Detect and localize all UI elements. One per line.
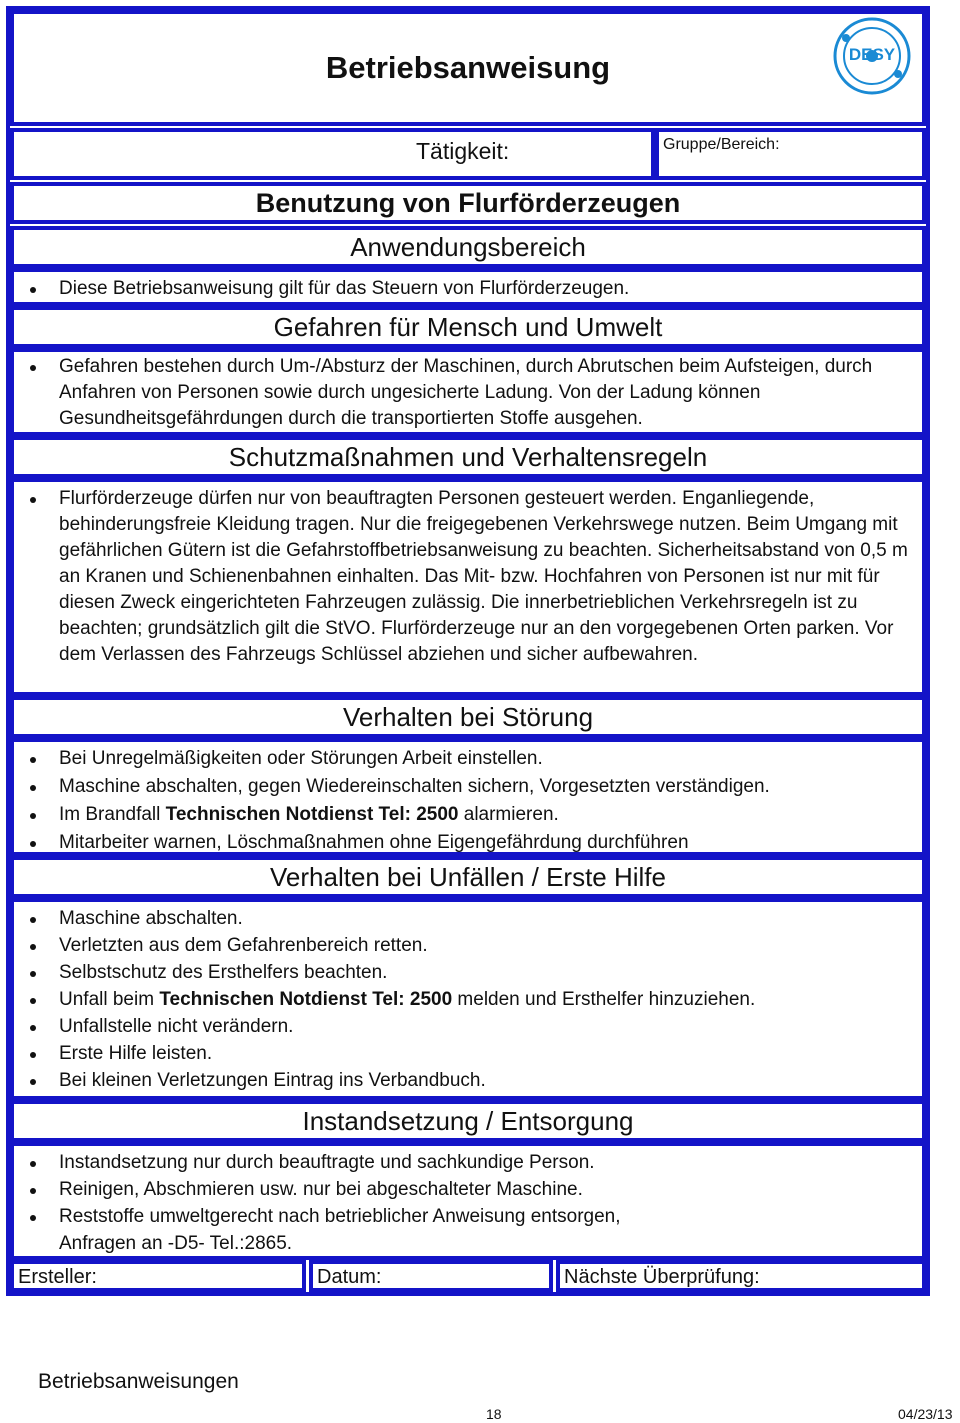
item-text: Instandsetzung nur durch beauftragte und sachkundige Person.	[59, 1152, 595, 1173]
title-box	[10, 10, 926, 126]
desy-logo	[832, 16, 912, 96]
item-text: Maschine abschalten, gegen Wiedereinschalten sichern, Vorgesetzten verständigen.	[59, 776, 770, 797]
list-item	[14, 276, 922, 302]
list-item	[14, 1177, 922, 1204]
item-text: Bei Unregelmäßigkeiten oder Störungen Arbeit einstellen.	[59, 748, 543, 769]
item-text: Unfall beim Technischen Notdienst Tel: 2500 melden und Ersthelfer hinzuziehen.	[59, 989, 756, 1010]
item-text: Bei kleinen Verletzungen Eintrag ins Verbandbuch.	[59, 1070, 486, 1091]
logo-text: DESY	[848, 45, 896, 64]
section-body-instand	[10, 1142, 926, 1260]
bullet	[14, 906, 59, 932]
taetigkeit-box	[10, 128, 655, 180]
list-item	[14, 1150, 922, 1177]
ersteller-box	[10, 1260, 306, 1292]
item-text: Unfallstelle nicht verändern.	[59, 1016, 294, 1037]
ersteller-label: Ersteller:	[18, 1266, 97, 1288]
gruppe-box	[655, 128, 926, 180]
naechste-box	[556, 1260, 926, 1292]
list-item	[14, 1204, 922, 1231]
list-item	[14, 1041, 922, 1068]
section-heading: Verhalten bei Unfällen / Erste Hilfe	[270, 861, 666, 892]
item-text: Flurförderzeuge dürfen nur von beauftragten Personen gesteuert werden. Enganliegende, behinderungsfreie Kleidung tragen. Nur die freigegebenen Verkehrswege nutzen. Beim Umgang mit gefährlichen Gütern ist die Gefahrstoffbetriebsanweisung zu beachten. Sicherheitsabstand von 0,5 m an Kranen und Schienenbahnen einhalten. Das Mit- bzw. Hochfahren von Personen ist nur mit für diesen Zweck eingerichteten Fahrzeugen zulässig. Die innerbetrieblichen Verkehrsregeln ist zu beachten; grundsätzlich gilt die StVO. Flurförderzeuge nur an den vorgegebenen Orten parken. Vor dem Verlassen des Fahrzeugs Schlüssel abziehen und sicher aufbewahren.	[59, 488, 908, 665]
bullet	[14, 1177, 59, 1203]
item-text: Verletzten aus dem Gefahrenbereich retten.	[59, 935, 428, 956]
bullet	[14, 486, 59, 512]
subject-box	[10, 182, 926, 224]
list-item-continued	[14, 1231, 922, 1258]
section-heading: Schutzmaßnahmen und Verhaltensregeln	[228, 441, 708, 472]
section-header-unfall	[10, 856, 926, 898]
list-item	[14, 746, 922, 774]
datum-box	[309, 1260, 553, 1292]
bullet	[14, 276, 59, 302]
section-heading: Instandsetzung / Entsorgung	[302, 1105, 634, 1136]
bullet	[14, 1150, 59, 1176]
footer-label: Betriebsanweisungen	[38, 1370, 239, 1393]
item-text: Reststoffe umweltgerecht nach betrieblicher Anweisung entsorgen,	[59, 1206, 621, 1227]
naechste-label: Nächste Überprüfung:	[564, 1266, 760, 1288]
bullet	[14, 354, 59, 380]
bullet	[14, 987, 59, 1013]
section-body-unfall	[10, 898, 926, 1100]
bullet	[14, 1014, 59, 1040]
section-heading: Verhalten bei Störung	[342, 701, 594, 732]
item-text: Reinigen, Abschmieren usw. nur bei abgeschalteter Maschine.	[59, 1179, 583, 1200]
list-item	[14, 906, 922, 933]
footer-date: 04/23/13	[898, 1406, 953, 1422]
item-text: Mitarbeiter warnen, Löschmaßnahmen ohne Eigengefährdung durchführen	[59, 832, 689, 853]
item-text: Diese Betriebsanweisung gilt für das Steuern von Flurförderzeugen.	[59, 278, 630, 299]
subject-title: Benutzung von Flurförderzeugen	[255, 187, 681, 218]
section-header-schutz	[10, 436, 926, 478]
bullet	[14, 746, 59, 772]
section-header-instand	[10, 1100, 926, 1142]
list-item	[14, 354, 922, 432]
section-body-schutz	[10, 478, 926, 696]
taetigkeit-label: Tätigkeit:	[416, 138, 510, 164]
page-number: 18	[486, 1406, 502, 1422]
list-item	[14, 830, 922, 858]
bullet	[14, 933, 59, 959]
list-item	[14, 802, 922, 830]
item-text: Anfragen an -D5- Tel.:2865.	[59, 1233, 293, 1254]
list-item	[14, 1014, 922, 1041]
bullet	[14, 802, 59, 828]
bullet	[14, 1068, 59, 1094]
item-text: Selbstschutz des Ersthelfers beachten.	[59, 962, 388, 983]
gruppe-label: Gruppe/Bereich:	[663, 136, 780, 153]
section-header-anwendung	[10, 226, 926, 268]
section-body-anwendung	[10, 268, 926, 306]
bullet	[14, 960, 59, 986]
section-header-gefahren	[10, 306, 926, 348]
list-item	[14, 1068, 922, 1095]
item-text: Maschine abschalten.	[59, 908, 243, 929]
section-body-gefahren	[10, 348, 926, 436]
section-heading: Anwendungsbereich	[350, 231, 586, 262]
list-item	[14, 774, 922, 802]
bullet	[14, 830, 59, 856]
list-item	[14, 987, 922, 1014]
bullet	[14, 774, 59, 800]
item-text: Erste Hilfe leisten.	[59, 1043, 213, 1064]
section-body-stoerung	[10, 738, 926, 856]
section-heading: Gefahren für Mensch und Umwelt	[273, 311, 663, 342]
bullet	[14, 1041, 59, 1067]
list-item	[14, 960, 922, 987]
section-header-stoerung	[10, 696, 926, 738]
item-text: Im Brandfall Technischen Notdienst Tel: 2500 alarmieren.	[59, 804, 559, 825]
bullet	[14, 1204, 59, 1230]
datum-label: Datum:	[317, 1266, 382, 1288]
list-item	[14, 933, 922, 960]
item-text: Gefahren bestehen durch Um-/Absturz der Maschinen, durch Abrutschen beim Aufsteigen, durch Anfahren von Personen sowie durch ungesicherte Ladung. Von der Ladung können Gesundheitsgefährdungen durch die transportierten Stoffe ausgehen.	[59, 356, 873, 429]
list-item	[14, 486, 922, 668]
page-title: Betriebsanweisung	[325, 50, 611, 85]
